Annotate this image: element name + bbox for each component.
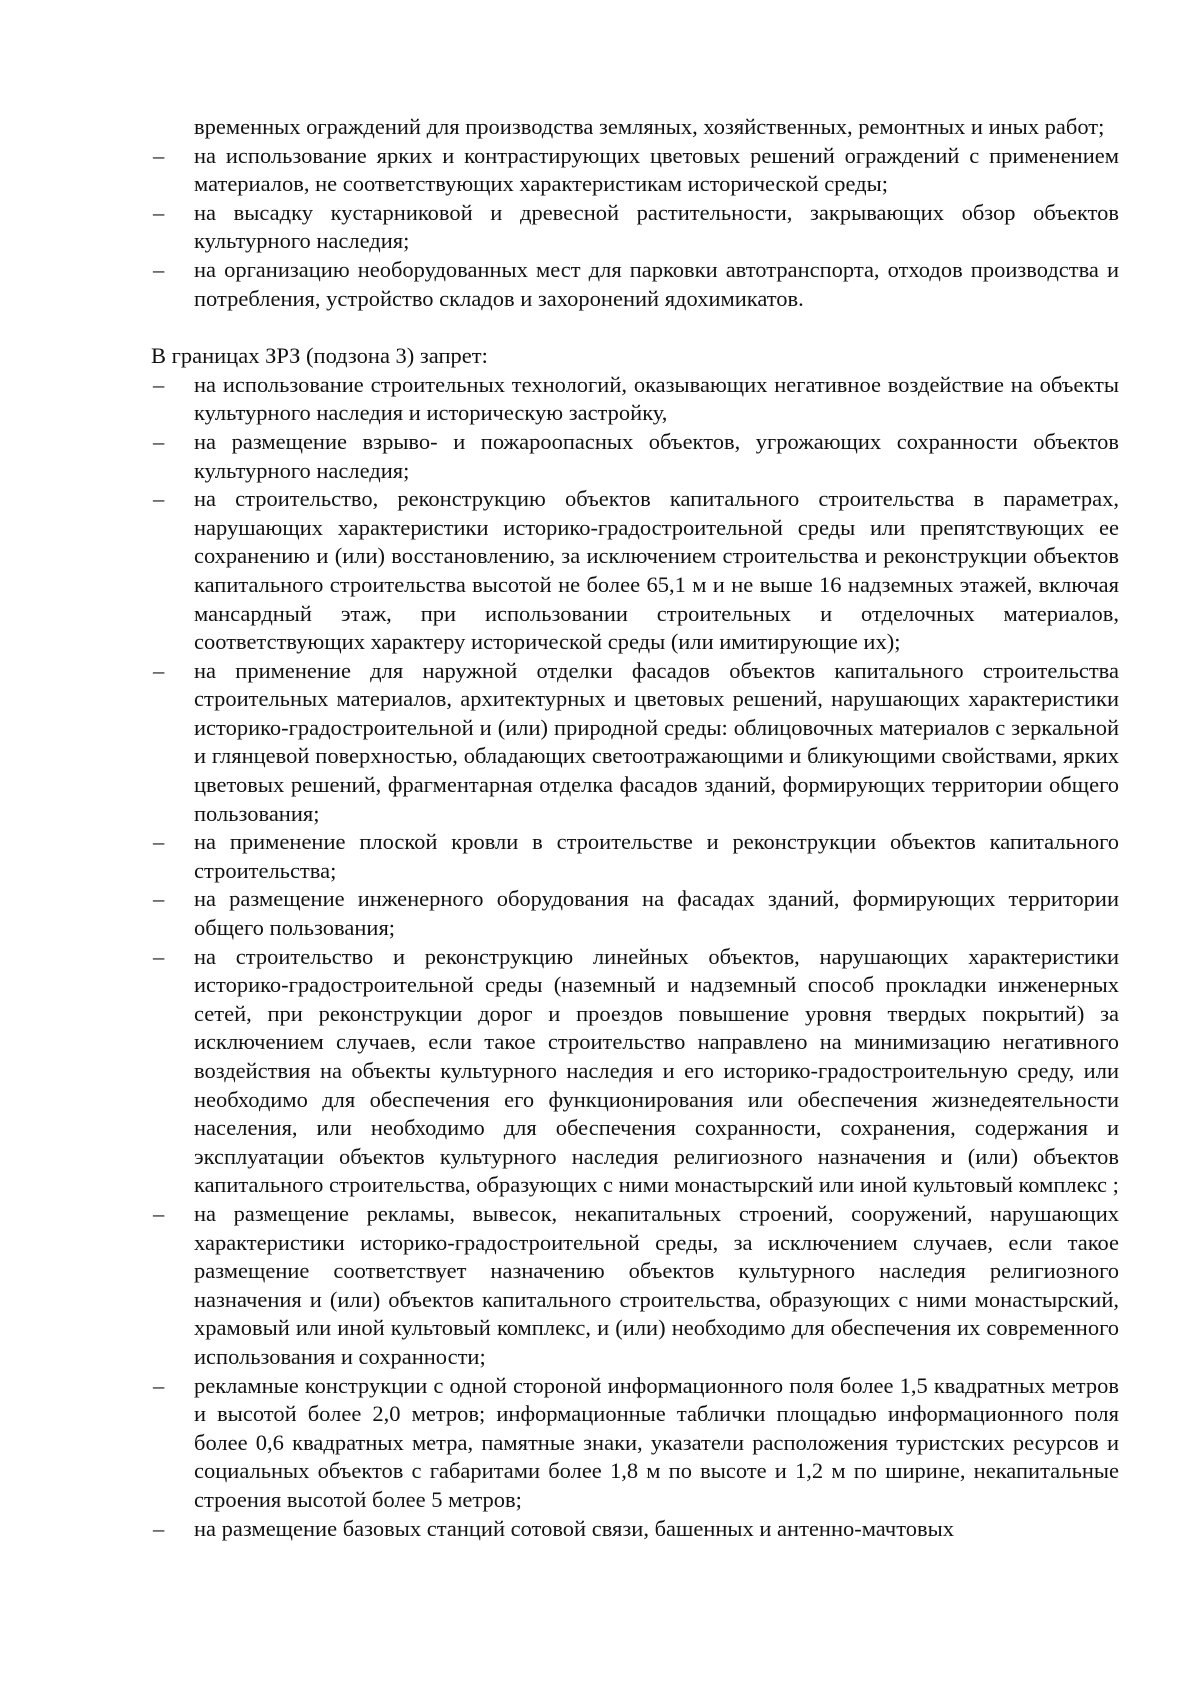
dash-marker: – xyxy=(153,199,165,225)
list-item-text: на размещение инженерного оборудования на фасадах зданий, формирующих территории общего пользования; xyxy=(194,886,1119,941)
dash-marker: – xyxy=(153,657,165,683)
list-item-text: на организацию необорудованных мест для парковки автотранспорта, отходов производства и потребления, устройство складов и захоронений ядохимикатов. xyxy=(194,256,1119,311)
list-item xyxy=(151,657,1119,829)
dash-marker: – xyxy=(153,256,165,282)
list-item xyxy=(151,885,1119,942)
list-item xyxy=(151,371,1119,428)
continuation-paragraph: временных ограждений для производства земляных, хозяйственных, ремонтных и иных работ; xyxy=(194,114,1105,139)
list-item-text: на строительство и реконструкцию линейных объектов, нарушающих характеристики историко-градостроительной среды (наземный и надземный способ прокладки инженерных сетей, при реконструкции дорог и проездов повышение уровня твердых покрытий) за исключением случаев, если такое строительство направлено на минимизацию негативного воздействия на объекты культурного наследия и его историко-градостроительную среду, или необходимо для обеспечения его функционирования или обеспечения жизнедеятельности населения, или необходимо для обеспечения сохранности, сохранения, содержания и эксплуатации объектов культурного наследия религиозного назначения и (или) объектов капитального строительства, образующих с ними монастырский или иной культовый комплекс ; xyxy=(194,943,1119,1198)
list-item-text: на размещение рекламы, вывесок, некапитальных строений, сооружений, нарушающих характеристики историко-градостроительной среды, за исключением случаев, если такое размещение соответствует назначению объектов культурного наследия религиозного назначения и (или) объектов капитального строительства, образующих с ними монастырский, храмовый или иной культовый комплекс, и (или) необходимо для обеспечения их современного использования и сохранности; xyxy=(194,1200,1119,1369)
list-item-text: рекламные конструкции с одной стороной информационного поля более 1,5 квадратных метров и высотой более 2,0 метров; информационные таблички площадью информационного поля более 0,6 квадратных метра, памятные знаки, указатели расположения туристских ресурсов и социальных объектов с габаритами более 1,8 м по высоте и 1,2 м по ширине, некапитальные строения высотой более 5 метров; xyxy=(194,1372,1119,1512)
dash-marker: – xyxy=(153,1515,165,1541)
list-item-text: на размещение взрыво- и пожароопасных объектов, угрожающих сохранности объектов культурного наследия; xyxy=(194,428,1119,483)
list-item-text: на использование строительных технологий, оказывающих негативное воздействие на объекты культурного наследия и историческую застройку, xyxy=(194,371,1119,426)
dash-marker: – xyxy=(153,428,165,454)
section-heading: В границах ЗРЗ (подзона 3) запрет: xyxy=(151,343,488,369)
list-item xyxy=(151,256,1119,313)
list-item-text: на размещение базовых станций сотовой связи, башенных и антенно-мачтовых xyxy=(194,1515,954,1541)
list-item xyxy=(151,1515,1119,1544)
dash-marker: – xyxy=(153,1200,165,1226)
dash-marker: – xyxy=(153,886,165,912)
restrictions-list-1 xyxy=(151,142,1119,314)
restrictions-list-2 xyxy=(151,371,1119,1543)
list-item xyxy=(151,943,1119,1200)
list-item-text: на применение плоской кровли в строительстве и реконструкции объектов капитального строительства; xyxy=(194,829,1119,883)
list-item xyxy=(151,1200,1119,1372)
list-item xyxy=(151,142,1119,199)
list-item xyxy=(151,1372,1119,1515)
list-item-text: на применение для наружной отделки фасадов объектов капитального строительства строительных материалов, архитектурных и цветовых решений, нарушающих характеристики историко-градостроительной и (или) природной среды: облицовочных материалов с зеркальной и глянцевой поверхностью, обладающих светоотражающими и бликующими свойствами, ярких цветовых решений, фрагментарная отделка фасадов зданий, формирующих территории общего пользования; xyxy=(194,657,1119,826)
dash-marker: – xyxy=(153,943,165,969)
dash-marker: – xyxy=(153,142,165,168)
dash-marker: – xyxy=(153,371,165,397)
dash-marker: – xyxy=(153,486,165,512)
list-item-text: на использование ярких и контрастирующих цветовых решений ограждений с применением материалов, не соответствующих характеристикам исторической среды; xyxy=(194,142,1119,197)
document-body xyxy=(151,113,1119,1543)
list-item xyxy=(151,428,1119,485)
list-item-text: на строительство, реконструкцию объектов капитального строительства в параметрах, нарушающих характеристики историко-градостроительной среды или препятствующих ее сохранению и (или) восстановлению, за исключением строительства и реконструкции объектов капитального строительства высотой не более 65,1 м и не выше 16 надземных этажей, включая мансардный этаж, при использовании строительных и отделочных материалов, соответствующих характеру исторической среды (или имитирующие их); xyxy=(194,486,1119,655)
dash-marker: – xyxy=(153,1372,165,1398)
dash-marker: – xyxy=(153,829,165,855)
list-item xyxy=(151,485,1119,657)
list-item-text: на высадку кустарниковой и древесной растительности, закрывающих обзор объектов культурного наследия; xyxy=(194,199,1119,254)
list-item xyxy=(151,199,1119,256)
list-item xyxy=(151,828,1119,885)
